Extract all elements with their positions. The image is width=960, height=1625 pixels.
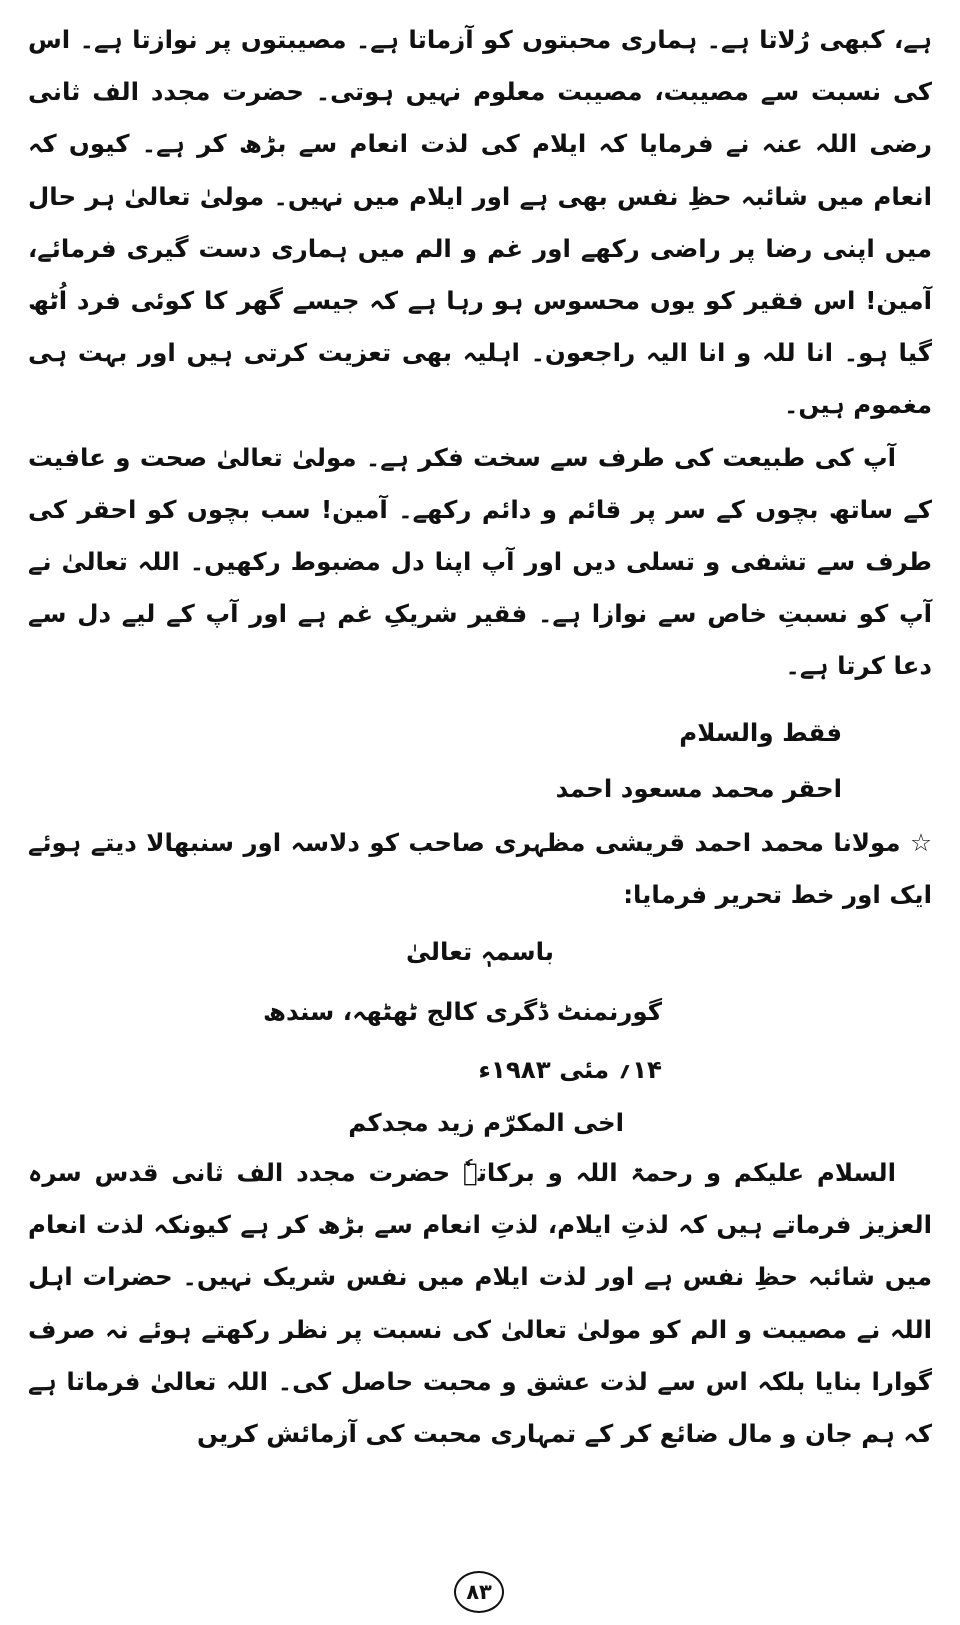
page-number: ۸۳: [454, 1571, 504, 1613]
letter2-salutation: اخی المکرّم زید مجدکم: [348, 1108, 624, 1138]
letter2-heading: باسمہٖ تعالیٰ: [405, 937, 555, 967]
letter-paragraph-1: ہے، کبھی رُلاتا ہے۔ ہماری محبتوں کو آزماتا ہے۔ مصیبتوں پر نوازتا ہے۔ اس کی نسبت سے مصیبت، مصیبت معلوم نہیں ہوتی۔ حضرت مجدد الف ثانی رضی اللہ عنہ نے فرمایا کہ ایلام کی لذت انعام سے بڑھ کر ہے۔ کیوں کہ انعام میں شائبہ حظِ نفس بھی ہے اور ایلام میں نہیں۔ مولیٰ تعالیٰ ہر حال میں اپنی رضا پر راضی رکھے اور غم و الم میں ہماری دست گیری فرمائے، آمین! اس فقیر کو یوں محسوس ہو رہا ہے کہ جیسے گھر کا کوئی فرد اُٹھ گیا ہو۔ انا للہ و انا الیہ راجعون۔ اہلیہ بھی تعزیت کرتی ہیں اور بہت ہی مغموم ہیں۔: [28, 25, 932, 420]
letter-paragraph-2: آپ کی طبیعت کی طرف سے سخت فکر ہے۔ مولیٰ تعالیٰ صحت و عافیت کے ساتھ بچوں کے سر پر قائم و دائم رکھے۔ آمین! سب بچوں کو احقر کی طرف سے تشفی و تسلی دیں اور آپ اپنا دل مضبوط رکھیں۔ اللہ تعالیٰ نے آپ کو نسبتِ خاص سے نوازا ہے۔ فقیر شریکِ غم ہے اور آپ کے لیے دل سے دعا کرتا ہے۔: [28, 442, 932, 681]
letter-closing: فقط والسلام: [679, 717, 842, 747]
letter2-date: ۱۴؍ مئی ۱۹۸۳ء: [478, 1055, 662, 1085]
letter2-address: گورنمنٹ ڈگری کالج ٹھٹھہ، سندھ: [263, 997, 662, 1027]
intro-paragraph: ☆ مولانا محمد احمد قریشی مظہری صاحب کو دلاسہ اور سنبھالا دیتے ہوئے ایک اور خط تحریر فرمایا:: [28, 827, 932, 909]
letter-signature: احقر محمد مسعود احمد: [555, 773, 842, 803]
letter2-body: السلام علیکم و رحمۃ اللہ و برکاتہٗ حضرت مجدد الف ثانی قدس سرہ العزیز فرماتے ہیں کہ لذتِ ایلام، لذتِ انعام سے بڑھ کر ہے کیونکہ لذت انعام میں شائبہ حظِ نفس ہے اور لذت ایلام میں نفس شریک نہیں۔ حضرات اہل اللہ نے مصیبت و الم کو مولیٰ تعالیٰ کی نسبت پر نظر رکھتے ہوئے نہ صرف گوارا بنایا بلکہ اس سے لذت عشق و محبت حاصل کی۔ اللہ تعالیٰ فرماتا ہے کہ ہم جان و مال ضائع کر کے تمہاری محبت کی آزمائش کریں: [28, 1158, 932, 1449]
